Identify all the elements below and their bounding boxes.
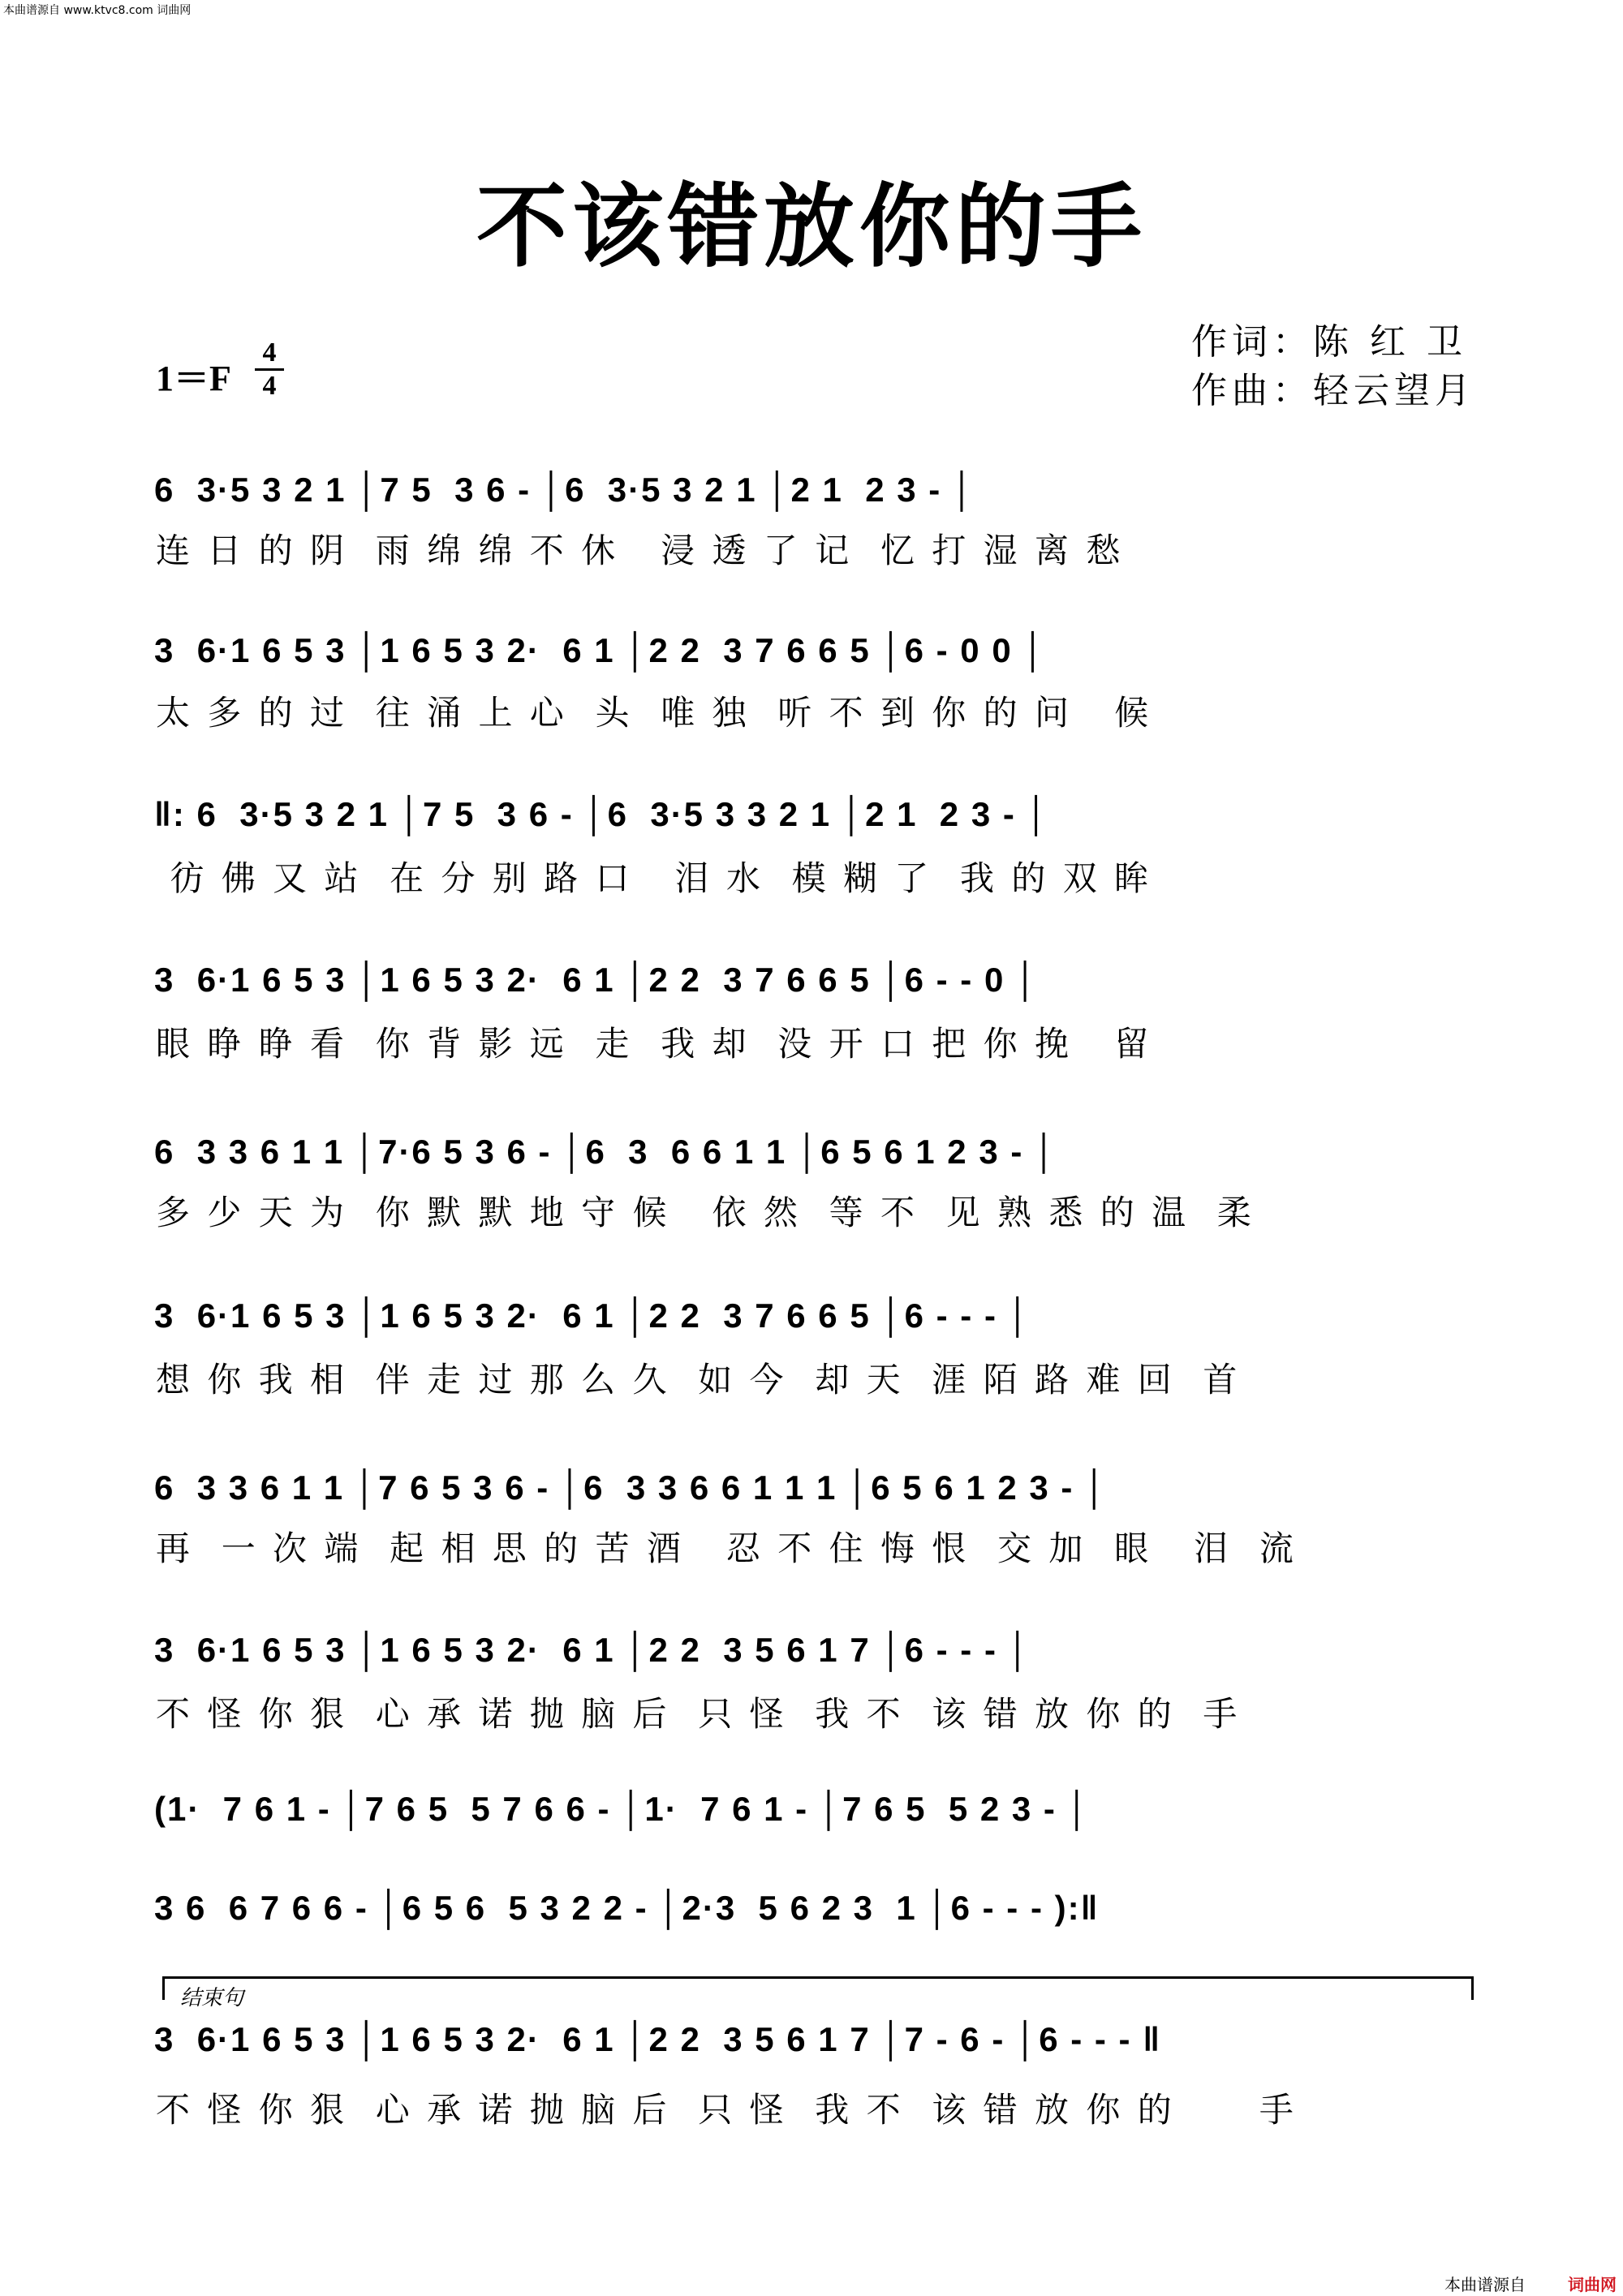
time-signature-bottom: 4 [262, 371, 277, 401]
music-line-5: 6 3 3 6 1 1 │7·6 5 3 6 - │6 3 6 6 1 1 │6 5 6 1 2 3 - │ [154, 1133, 1058, 1171]
music-line-1: 6 3·5 3 2 1 │7 5 3 6 - │6 3·5 3 2 1 │2 1 2 3 - │ [154, 471, 976, 509]
lyric-line-ending: 不 怪 你 狠 心 承 诺 抛 脑 后 只 怪 我 不 该 错 放 你 的 手 [156, 2090, 1297, 2130]
music-line-3: ‖: 6 3·5 3 2 1 │7 5 3 6 - │6 3·5 3 3 2 1 │2 1 2 3 - │ [154, 795, 1050, 833]
lyric-line-3: 彷 佛 又 站 在 分 别 路 口 泪 水 模 糊 了 我 的 双 眸 [156, 858, 1152, 898]
footer-source: 本曲谱源自 [1444, 2275, 1526, 2294]
music-line-2: 3 6·1 6 5 3 │1 6 5 3 2· 6 1 │2 2 3 7 6 6 5 │6 - 0 0 │ [154, 631, 1047, 669]
music-line-10: 3 6 6 7 6 6 - │6 5 6 5 3 2 2 - │2·3 5 6 2 3 1 │6 - - - ):‖ [154, 1889, 1100, 1927]
source-watermark: 本曲谱源自 www.ktvc8.com 词曲网 [3, 4, 192, 17]
ending-label: 结束句 [180, 1986, 244, 2010]
lyric-line-7: 再 一 次 端 起 相 思 的 苦 酒 忍 不 住 悔 恨 交 加 眼 泪 流 [156, 1529, 1297, 1568]
lyric-line-4: 眼 睁 睁 看 你 背 影 远 走 我 却 没 开 口 把 你 挽 留 [156, 1024, 1152, 1064]
credits [1191, 318, 1475, 415]
ending-bracket [162, 1976, 1474, 2000]
lyricist: 作词：陈 红 卫 [1191, 321, 1467, 363]
composer: 作曲：轻云望月 [1191, 370, 1475, 411]
lyric-line-8: 不 怪 你 狠 心 承 诺 抛 脑 后 只 怪 我 不 该 错 放 你 的 手 [156, 1694, 1241, 1734]
footer-brand: 词曲网 [1568, 2275, 1617, 2294]
time-signature-top: 4 [262, 338, 277, 368]
music-line-8: 3 6·1 6 5 3 │1 6 5 3 2· 6 1 │2 2 3 5 6 1 7 │6 - - - │ [154, 1631, 1031, 1669]
lyric-line-1: 连 日 的 阴 雨 绵 绵 不 休 浸 透 了 记 忆 打 湿 离 愁 [156, 531, 1124, 570]
page-title: 不该错放你的手 [476, 174, 1147, 280]
music-line-7: 6 3 3 6 1 1 │7 6 5 3 6 - │6 3 3 6 6 1 1 1 │6 5 6 1 2 3 - │ [154, 1468, 1109, 1507]
time-signature [253, 339, 286, 400]
music-line-ending: 3 6·1 6 5 3 │1 6 5 3 2· 6 1 │2 2 3 5 6 1 7 │7 - 6 - │6 - - - ‖ [154, 2020, 1162, 2058]
lyric-line-6: 想 你 我 相 伴 走 过 那 么 久 如 今 却 天 涯 陌 路 难 回 首 [156, 1360, 1241, 1400]
lyric-line-5: 多 少 天 为 你 默 默 地 守 候 依 然 等 不 见 熟 悉 的 温 柔 [156, 1193, 1255, 1232]
lyric-line-2: 太 多 的 过 往 涌 上 心 头 唯 独 听 不 到 你 的 问 候 [156, 693, 1152, 733]
music-line-4: 3 6·1 6 5 3 │1 6 5 3 2· 6 1 │2 2 3 7 6 6 5 │6 - - 0 │ [154, 961, 1040, 999]
music-line-6: 3 6·1 6 5 3 │1 6 5 3 2· 6 1 │2 2 3 7 6 6 5 │6 - - - │ [154, 1296, 1031, 1335]
music-line-9: (1· 7 6 1 - │7 6 5 5 7 6 6 - │1· 7 6 1 - │7 6 5 5 2 3 - │ [154, 1790, 1091, 1828]
key-signature: 1＝F [156, 359, 231, 398]
